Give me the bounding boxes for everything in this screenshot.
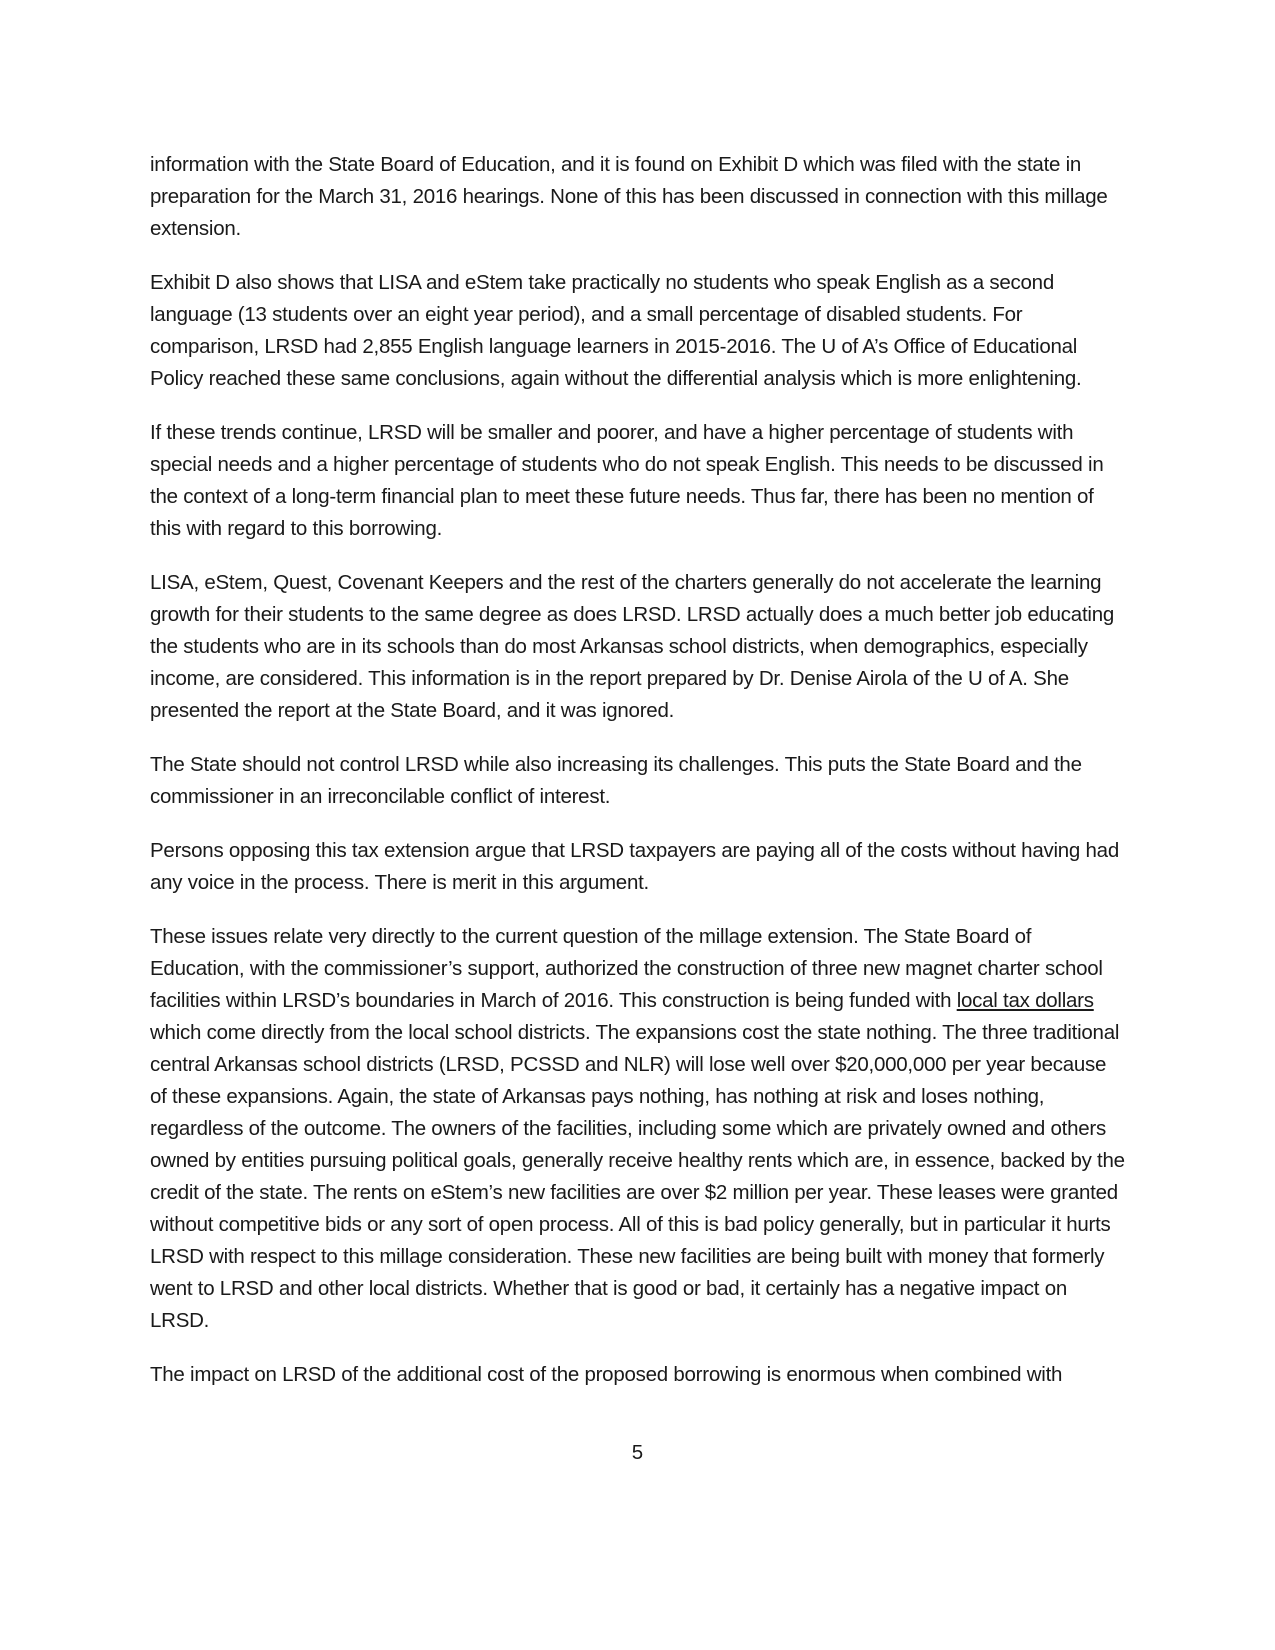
millage-text-after: which come directly from the local school districts. The expansions cost the state nothing. The three traditional central Arkansas school districts (LRSD, PCSSD and NLR) will lose well over $20,000,000 per year because of these expansions. Again, the state of Arkansas pays nothing, has nothing at risk and loses nothing, regardless of the outcome. The owners of the facilities, including some which are privately owned and others owned by entities pursuing political goals, generally receive healthy rents which are, in essence, backed by the credit of the state. The rents on eStem’s new facilities are over $2 million per year. These leases were granted without competitive bids or any sort of open process. All of this is bad policy generally, but in particular it hurts LRSD with respect to this millage consideration. These new facilities are being built with money that formerly went to LRSD and other local districts. Whether that is good or bad, it certainly has a negative impact on LRSD.: [150, 1021, 1125, 1332]
paragraph-english-learners: Exhibit D also shows that LISA and eStem take practically no students who speak English as a second language (13 students over an eight year period), and a small percentage of disabled students. For comparison, LRSD had 2,855 English language learners in 2015-2016. The U of A’s Office of Educational Policy reached these same conclusions, again without the differential analysis which is more enlightening.: [150, 271, 1082, 390]
paragraph-state-control: The State should not control LRSD while also increasing its challenges. This puts the State Board and the commissioner in an irreconcilable conflict of interest.: [150, 753, 1082, 808]
paragraph-borrowing-impact: The impact on LRSD of the additional cost of the proposed borrowing is enormous when combined with: [150, 1363, 1063, 1386]
document-body: [150, 149, 1125, 1391]
paragraph-opposition: Persons opposing this tax extension argue that LRSD taxpayers are paying all of the costs without having had any voice in the process. There is merit in this argument.: [150, 839, 1119, 894]
paragraph-millage-extension: [150, 921, 1125, 1337]
underlined-local-tax-dollars: local tax dollars: [956, 989, 1094, 1012]
millage-text-before: These issues relate very directly to the current question of the millage extension. The State Board of Education, with the commissioner’s support, authorized the construction of three new magnet charter school facilities within LRSD’s boundaries in March of 2016. This construction is being funded with: [150, 925, 1103, 1012]
paragraph-exhibit-d-filing: information with the State Board of Education, and it is found on Exhibit D which was filed with the state in preparation for the March 31, 2016 hearings. None of this has been discussed in connection with this millage extension.: [150, 153, 1108, 240]
paragraph-charter-growth: LISA, eStem, Quest, Covenant Keepers and the rest of the charters generally do not accelerate the learning growth for their students to the same degree as does LRSD. LRSD actually does a much better job educating the students who are in its schools than do most Arkansas school districts, when demographics, especially income, are considered. This information is in the report prepared by Dr. Denise Airola of the U of A. She presented the report at the State Board, and it was ignored.: [150, 571, 1114, 722]
paragraph-trends: If these trends continue, LRSD will be smaller and poorer, and have a higher percentage of students with special needs and a higher percentage of students who do not speak English. This needs to be discussed in the context of a long-term financial plan to meet these future needs. Thus far, there has been no mention of this with regard to this borrowing.: [150, 421, 1104, 540]
page-number: 5: [631, 1441, 644, 1464]
